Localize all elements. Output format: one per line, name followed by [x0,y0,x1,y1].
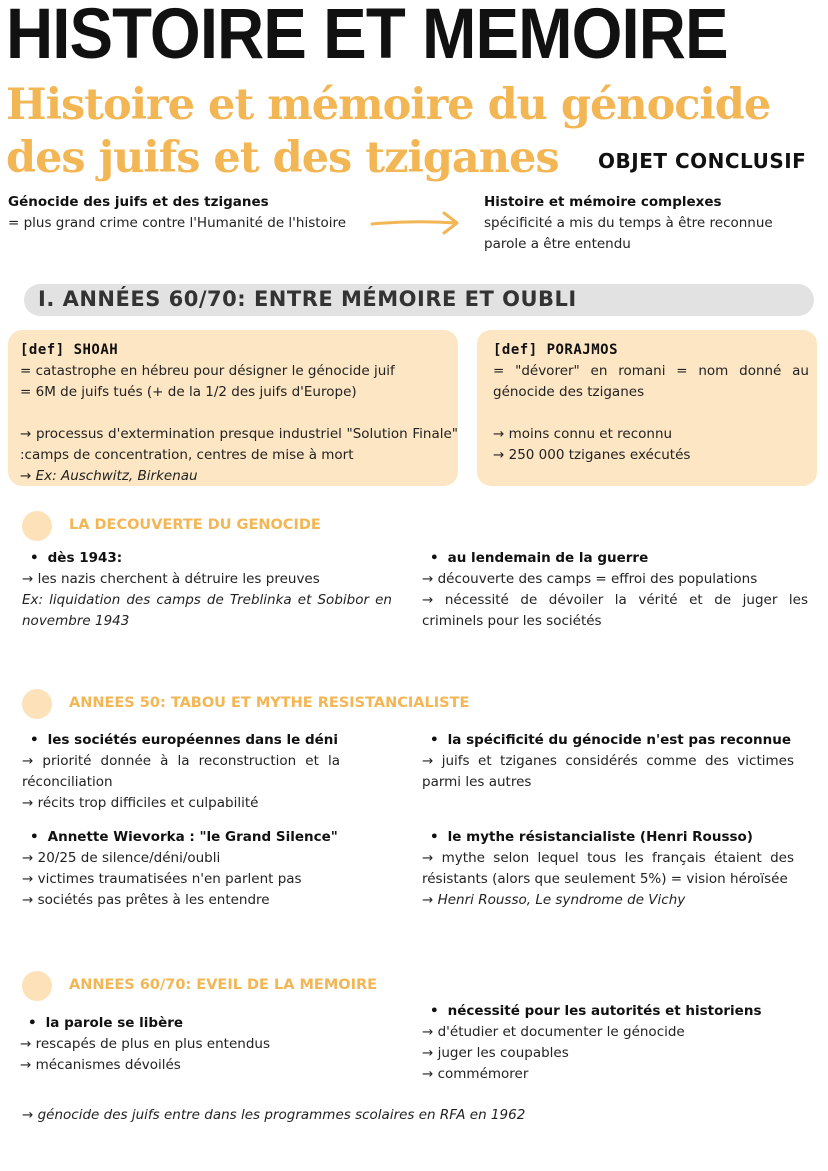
section-dot-icon [22,971,52,1001]
subtitle-line-2: des juifs et des tziganes [6,133,559,183]
intro-right-line-1: spécificité a mis du temps à être reconnue [484,215,773,231]
bullet-item: • nécessité pour les autorités et historiens [422,1001,808,1022]
definition-shoah-content [20,340,458,487]
text-line: → nécessité de dévoiler la vérité et de juger les criminels pour les sociétés [422,592,808,629]
text-line: → sociétés pas prêtes à les entendre [22,892,270,908]
definition-porajmos-content [493,340,809,466]
footer-note: → génocide des juifs entre dans les programmes scolaires en RFA en 1962 [22,1107,526,1123]
annees50-b [422,730,794,793]
text-line: → découverte des camps = effroi des populations [422,571,758,587]
main-title: HISTOIRE ET MEMOIRE [6,0,728,74]
intro-left [8,192,368,234]
bullet-item: • la spécificité du génocide n'est pas reconnue [422,730,794,751]
intro-right [484,192,804,255]
subtitle-line-1: Histoire et mémoire du génocide [6,80,771,130]
text-line: → rescapés de plus en plus entendus [20,1036,270,1052]
text-line: → 20/25 de silence/déni/oubli [22,850,221,866]
text-line: → juifs et tziganes considérés comme des victimes parmi les autres [422,753,794,790]
intro-right-line-2: parole a être entendu [484,236,631,252]
text-line: Ex: liquidation des camps de Treblinka et Sobibor en novembre 1943 [22,592,392,629]
part-title-decouverte: LA DECOUVERTE DU GENOCIDE [69,517,321,533]
annees50-d [422,827,794,911]
text-line: → d'étudier et documenter le génocide [422,1024,685,1040]
definition-porajmos-line: → moins connu et reconnu [493,426,673,442]
text-line: → Henri Rousso, Le syndrome de Vichy [422,892,686,908]
text-line: → mythe selon lequel tous les français étaient des résistants (alors que seulement 5%) = vision héroïsée [422,850,794,887]
objet-conclusif-tag: OBJET CONCLUSIF [598,149,807,173]
definition-shoah-line: → processus d'extermination presque industriel "Solution Finale" :camps de concentration, centres de mise à mort [20,426,458,463]
bullet-item: • au lendemain de la guerre [422,548,808,569]
definition-shoah-line: = 6M de juifs tués (+ de la 1/2 des juifs d'Europe) [20,384,357,400]
decouverte-right [422,548,808,632]
intro-left-title: Génocide des juifs et des tziganes [8,194,269,210]
definition-porajmos-line: = "dévorer" en romani = nom donné au génocide des tziganes [493,363,809,400]
definition-shoah-line: = catastrophe en hébreu pour désigner le génocide juif [20,363,395,379]
bullet-item: • dès 1943: [22,548,392,569]
arrow-right-icon [370,208,462,238]
text-line: → commémorer [422,1066,529,1082]
text-line: → juger les coupables [422,1045,569,1061]
bullet-item: • les sociétés européennes dans le déni [22,730,340,751]
definition-shoah-title: [def] SHOAH [20,342,119,358]
section-dot-icon [22,689,52,719]
annees60-right [422,1001,808,1085]
text-line: → priorité donnée à la reconstruction et la réconciliation [22,753,340,790]
part-title-annees-50: ANNEES 50: TABOU ET MYTHE RESISTANCIALISTE [69,695,470,711]
bullet-item: • la parole se libère [20,1013,390,1034]
intro-left-text: = plus grand crime contre l'Humanité de l'histoire [8,215,347,231]
decouverte-left [22,548,392,632]
annees50-c [22,827,392,911]
text-line: → mécanismes dévoilés [20,1057,181,1073]
definition-porajmos-title: [def] PORAJMOS [493,342,619,358]
text-line: → les nazis cherchent à détruire les preuves [22,571,320,587]
bullet-item: • le mythe résistancialiste (Henri Rousso) [422,827,794,848]
definition-shoah-example: → Ex: Auschwitz, Birkenau [20,468,198,484]
intro-right-title: Histoire et mémoire complexes [484,194,722,210]
annees60-left [20,1013,390,1076]
text-line: → victimes traumatisées n'en parlent pas [22,871,302,887]
text-line: → récits trop difficiles et culpabilité [22,795,259,811]
definition-porajmos-line: → 250 000 tziganes exécutés [493,447,691,463]
part-title-annees-60: ANNEES 60/70: EVEIL DE LA MEMOIRE [69,977,378,993]
section-title: I. ANNÉES 60/70: ENTRE MÉMOIRE ET OUBLI [38,287,577,311]
section-dot-icon [22,511,52,541]
annees50-a [22,730,340,814]
bullet-item: • Annette Wievorka : "le Grand Silence" [22,827,392,848]
